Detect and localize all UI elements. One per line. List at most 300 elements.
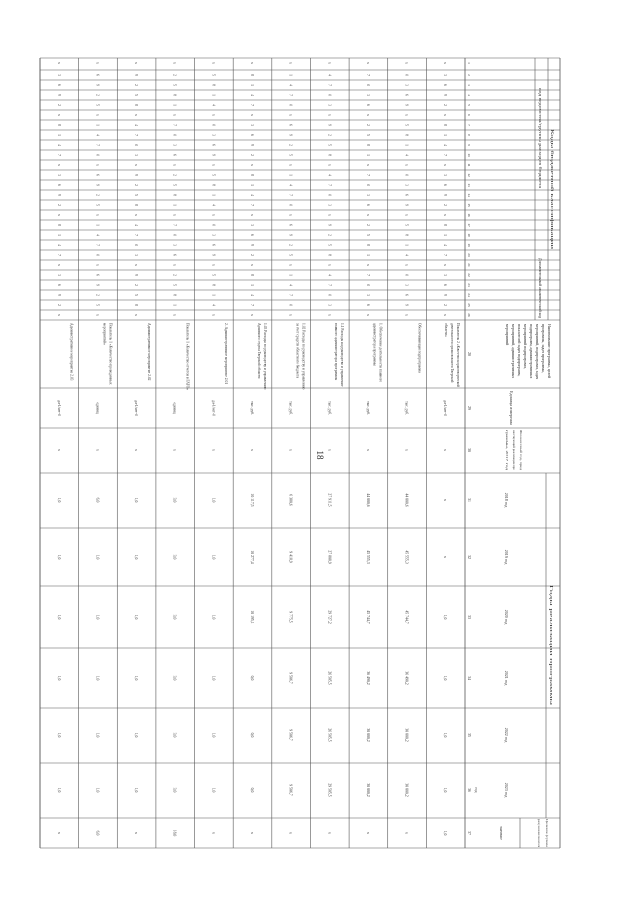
row-value: 1,0 <box>211 614 216 620</box>
code-digit: 7 <box>250 304 254 306</box>
code-digit: 0 <box>288 104 293 106</box>
program-header-line: мероприятий подпрограмм, <box>523 324 527 369</box>
code-digit: 9 <box>443 94 448 96</box>
row-value: 1,0 <box>134 732 139 738</box>
code-digit: 1 <box>288 174 293 176</box>
code-digit: х <box>288 264 293 266</box>
code-digit: 6 <box>443 184 448 186</box>
code-digit: х <box>288 214 293 216</box>
code-digit: 1 <box>443 234 448 236</box>
code-digit: х <box>404 164 409 166</box>
row-value: 1,0 <box>134 497 139 503</box>
year-header: 2021 год <box>504 670 509 686</box>
code-digit: 8 <box>56 224 61 226</box>
row-value: 10 117,5 <box>250 493 254 507</box>
code-digit: 6 <box>56 84 61 86</box>
row-target: х <box>134 832 139 834</box>
row-value: 1,0 <box>56 732 61 738</box>
code-digit: 0 <box>95 254 100 256</box>
code-digit: х <box>250 214 254 216</box>
code-digit: 7 <box>250 204 254 206</box>
code-digit: 9 <box>404 304 409 306</box>
code-digit: 6 <box>443 84 448 86</box>
code-digit: 1 <box>404 144 409 146</box>
row-value: 26 505,5 <box>327 728 332 742</box>
code-digit: 1 <box>443 134 448 136</box>
code-digit: х <box>365 314 370 316</box>
code-digit: 9 <box>443 194 448 196</box>
code-digit: 3 <box>443 174 448 176</box>
code-digit: 0 <box>404 174 409 176</box>
row-value: 0,0 <box>250 732 254 738</box>
code-digit: 9 <box>288 134 293 136</box>
code-digit: х <box>211 314 216 316</box>
code-digit: 6 <box>404 194 409 196</box>
col-number: 33 <box>467 615 471 619</box>
row-base: х <box>404 449 409 451</box>
code-digit: 1 <box>95 124 100 126</box>
code-digit: 8 <box>365 244 370 246</box>
row-value: 29 727,2 <box>327 610 332 624</box>
code-digit: х <box>95 114 100 116</box>
col-number: 19 <box>467 243 471 247</box>
code-digit: 4 <box>95 134 100 136</box>
code-digit: 0 <box>404 74 409 76</box>
code-digit: 6 <box>95 174 100 176</box>
row-value: 30 000,2 <box>365 783 370 797</box>
code-digit: 3 <box>327 204 332 206</box>
code-digit: 5 <box>134 94 139 96</box>
code-digit: 7 <box>327 284 332 286</box>
code-digit: 3 <box>250 224 254 226</box>
row-name: мероприятий» <box>102 323 107 345</box>
code-digit: 4 <box>250 294 254 296</box>
code-digit: 4 <box>250 94 254 96</box>
row-value: 9 506,7 <box>288 729 293 741</box>
code-digit: 7 <box>365 174 370 176</box>
col-number: 28 <box>467 352 471 356</box>
row-unit: да-1/нет-0 <box>443 400 448 416</box>
row-value: 10 277,4 <box>250 550 254 564</box>
code-digit: 3 <box>56 174 61 176</box>
code-digit: х <box>56 62 61 64</box>
year-header: 2023 год <box>504 782 509 798</box>
row-name: 1.02 Расходы по руководству и управлению <box>301 323 306 390</box>
code-digit: 9 <box>327 124 332 126</box>
code-digit: х <box>211 164 216 166</box>
code-digit: 9 <box>56 294 61 296</box>
codes-title: Коды бюджетной классификации <box>550 129 555 193</box>
code-digit: 6 <box>288 124 293 126</box>
code-digit: 9 <box>56 94 61 96</box>
col-number: 34 <box>467 676 471 680</box>
code-digit: х <box>250 114 254 116</box>
code-digit: х <box>250 314 254 316</box>
row-value: 36 490,2 <box>365 671 370 685</box>
code-digit: х <box>211 264 216 266</box>
code-digit: 5 <box>327 244 332 246</box>
code-digit: 2 <box>134 184 139 186</box>
row-target: 6,0 <box>95 830 100 836</box>
col-number: 23 <box>467 283 471 287</box>
code-digit: 9 <box>404 204 409 206</box>
row-value: 45 744,7 <box>365 610 370 624</box>
code-digit: 8 <box>404 234 409 236</box>
col-number: 32 <box>467 555 471 559</box>
code-digit: 7 <box>327 84 332 86</box>
code-digit: х <box>443 314 448 316</box>
row-value: 1,0 <box>134 614 139 620</box>
code-digit: 5 <box>327 144 332 146</box>
col-number: 25 <box>467 303 471 307</box>
code-digit: 7 <box>288 194 293 196</box>
code-digit: х <box>172 214 177 216</box>
code-digit: х <box>443 264 448 266</box>
code-digit: 4 <box>134 124 139 126</box>
code-digit: 1 <box>288 74 293 76</box>
code-digit: 6 <box>404 294 409 296</box>
finance-header: Финансовый год, пред <box>519 430 523 464</box>
code-digit: 3 <box>56 74 61 76</box>
code-digit: х <box>404 62 409 64</box>
code-digit: х <box>172 114 177 116</box>
code-digit: х <box>404 114 409 116</box>
col-number: 29 <box>467 406 471 410</box>
code-digit: х <box>134 114 139 116</box>
code-digit: 9 <box>95 184 100 186</box>
code-digit: 1 <box>211 294 216 296</box>
code-digit: 9 <box>211 254 216 256</box>
code-digit: 1 <box>365 254 370 256</box>
code-digit: 3 <box>56 274 61 276</box>
code-digit: 3 <box>172 244 177 246</box>
code-digit: х <box>404 214 409 216</box>
row-unit: единиц <box>95 402 100 414</box>
code-digit: х <box>327 164 332 166</box>
row-value: 30 000,2 <box>404 728 409 742</box>
code-digit: 1 <box>365 154 370 156</box>
row-value: 1,0 <box>56 787 61 793</box>
code-digit: 4 <box>56 144 61 146</box>
row-value: 36 490,2 <box>404 671 409 685</box>
row-name: Показатель 1 «Количество отчетов в ГАТО» <box>185 323 190 391</box>
code-digit: 8 <box>250 274 254 276</box>
code-digit: 4 <box>288 184 293 186</box>
code-digit: 1 <box>56 234 61 236</box>
code-digit: 6 <box>211 244 216 246</box>
row-name: деятельности органов власти Тверской <box>450 323 454 383</box>
code-digit: 2 <box>134 284 139 286</box>
row-target: х <box>288 832 293 834</box>
code-digit: х <box>327 62 332 64</box>
code-digit: 2 <box>172 274 177 276</box>
program-header-line: Наименование программы, целей <box>547 324 551 379</box>
row-base: х <box>250 449 254 451</box>
code-digit: 5 <box>365 234 370 236</box>
row-target: х <box>365 832 370 834</box>
code-digit: 7 <box>443 254 448 256</box>
code-digit: 1 <box>288 274 293 276</box>
row-name: 1.03 Расходы по руководству и управлению <box>262 323 267 390</box>
code-digit: х <box>288 62 293 64</box>
code-digit: 7 <box>327 184 332 186</box>
code-digit: 4 <box>211 204 216 206</box>
code-digit: 2 <box>288 244 293 246</box>
col-number: 7 <box>467 124 471 126</box>
code-digit: х <box>172 62 177 64</box>
code-digit: 7 <box>365 274 370 276</box>
code-digit: 2 <box>443 204 448 206</box>
code-digit: 2 <box>56 304 61 306</box>
code-digit: 9 <box>250 244 254 246</box>
code-digit: 9 <box>134 74 139 76</box>
row-value: 1,0 <box>211 497 216 503</box>
code-digit: 0 <box>288 204 293 206</box>
code-digit: 4 <box>95 234 100 236</box>
row-value: 44 000,6 <box>404 493 409 507</box>
row-unit: да-1/нет-0 <box>134 400 139 416</box>
code-digit: 8 <box>172 294 177 296</box>
code-digit: 0 <box>327 94 332 96</box>
col-number: 24 <box>467 293 471 297</box>
code-digit: 7 <box>250 104 254 106</box>
code-digit: 7 <box>95 144 100 146</box>
code-digit: х <box>365 164 370 166</box>
code-digit: 9 <box>288 234 293 236</box>
code-digit: х <box>443 62 448 64</box>
row-value: 10 195,1 <box>250 610 254 624</box>
code-digit: 3 <box>134 154 139 156</box>
code-digit: 5 <box>404 124 409 126</box>
code-digit: 2 <box>250 254 254 256</box>
col-number: 37 <box>467 831 471 835</box>
code-digit: х <box>327 264 332 266</box>
activity-title: Дополнительный аналитический код <box>538 258 543 321</box>
code-digit: 8 <box>134 304 139 306</box>
code-digit: 3 <box>327 104 332 106</box>
row-value: х <box>443 556 448 558</box>
row-value: 1,0 <box>56 675 61 681</box>
row-value: 30 000,2 <box>365 728 370 742</box>
code-digit: 3 <box>211 234 216 236</box>
col-number: 15 <box>467 203 471 207</box>
row-target: х <box>404 832 409 834</box>
row-name: за счет средств областного бюджета <box>295 323 300 379</box>
code-digit: 2 <box>172 74 177 76</box>
code-digit: 6 <box>56 284 61 286</box>
code-digit: 1 <box>250 184 254 186</box>
code-digit: 1 <box>172 204 177 206</box>
code-digit: 4 <box>327 174 332 176</box>
code-digit: 3 <box>404 184 409 186</box>
col-number: 4 <box>467 94 471 96</box>
code-digit: 1 <box>56 134 61 136</box>
col-number: 3 <box>467 84 471 86</box>
code-digit: х <box>172 164 177 166</box>
col-number: 1 <box>467 62 471 64</box>
code-digit: 4 <box>404 254 409 256</box>
code-digit: х <box>56 314 61 316</box>
unit-header: Единица измерения <box>509 391 513 423</box>
row-name: 2. Административное мероприятие 2.01 <box>224 323 229 385</box>
code-digit: х <box>134 314 139 316</box>
code-digit: х <box>327 114 332 116</box>
code-digit: 0 <box>211 224 216 226</box>
code-digit: 4 <box>327 274 332 276</box>
code-digit: 3 <box>365 294 370 296</box>
col-number: 14 <box>467 193 471 197</box>
code-digit: 6 <box>365 104 370 106</box>
code-digit: 2 <box>56 104 61 106</box>
row-value: 0,0 <box>250 675 254 681</box>
code-digit: 8 <box>211 184 216 186</box>
code-digit: х <box>250 62 254 64</box>
year-header: 2022 год <box>504 727 509 743</box>
program-header-line: мероприятий, административных <box>511 324 515 379</box>
code-digit: 8 <box>211 284 216 286</box>
code-digit: 5 <box>211 274 216 276</box>
code-digit: 5 <box>211 74 216 76</box>
row-unit: тыс. руб. <box>250 401 254 415</box>
row-value: 1,0 <box>95 675 100 681</box>
row-name: Показатель 2 «Качество нормотворческой <box>456 323 460 388</box>
code-digit: 2 <box>134 84 139 86</box>
col-number: 30 <box>467 448 471 452</box>
col-number: 26 <box>467 313 471 317</box>
code-digit: 4 <box>327 74 332 76</box>
code-digit: 6 <box>404 94 409 96</box>
row-value: 3,0 <box>172 554 177 560</box>
row-value: 9 506,7 <box>288 784 293 796</box>
col-number: 13 <box>467 183 471 187</box>
code-digit: х <box>288 164 293 166</box>
code-digit: 0 <box>172 134 177 136</box>
row-value: 1,0 <box>134 554 139 560</box>
code-digit: х <box>211 214 216 216</box>
code-digit: 1 <box>95 224 100 226</box>
code-digit: 6 <box>56 184 61 186</box>
code-digit: 8 <box>404 134 409 136</box>
code-digit: 3 <box>443 274 448 276</box>
row-value: 3,0 <box>172 614 177 620</box>
row-value: 3,0 <box>172 787 177 793</box>
row-value: 1,0 <box>95 554 100 560</box>
col-number: 10 <box>467 153 471 157</box>
code-digit: х <box>95 264 100 266</box>
row-value: 3,0 <box>172 675 177 681</box>
code-digit: 9 <box>134 274 139 276</box>
row-target: х <box>250 832 254 834</box>
code-digit: х <box>95 314 100 316</box>
row-value: 1,0 <box>443 675 448 681</box>
code-digit: 9 <box>443 294 448 296</box>
col-number: 8 <box>467 134 471 136</box>
code-digit: 8 <box>365 144 370 146</box>
row-name: Архивного отдела Тверской области <box>256 323 261 379</box>
row-unit: тыс. руб. <box>404 401 409 415</box>
years-title: Годы реализации программы <box>549 585 554 641</box>
code-digit: 5 <box>95 204 100 206</box>
row-value: х <box>443 499 448 501</box>
code-digit: 0 <box>327 194 332 196</box>
code-digit: 4 <box>250 194 254 196</box>
code-digit: х <box>95 164 100 166</box>
code-digit: 8 <box>172 194 177 196</box>
code-digit: 7 <box>56 154 61 156</box>
code-digit: 0 <box>327 294 332 296</box>
code-digit: 6 <box>250 234 254 236</box>
code-digit: 3 <box>327 304 332 306</box>
col-number: 18 <box>467 233 471 237</box>
code-digit: х <box>288 314 293 316</box>
code-digit: 8 <box>134 104 139 106</box>
code-digit: х <box>56 114 61 116</box>
code-digit: 3 <box>172 144 177 146</box>
row-value: 6,0 <box>95 497 100 503</box>
code-digit: 8 <box>211 84 216 86</box>
row-name: Административное мероприятие 2.02 <box>146 323 151 381</box>
code-digit: 8 <box>172 94 177 96</box>
row-base: х <box>288 449 293 451</box>
code-digit: 0 <box>365 184 370 186</box>
code-digit: х <box>250 164 254 166</box>
code-digit: 4 <box>443 244 448 246</box>
row-value: 1,0 <box>443 732 448 738</box>
code-digit: 1 <box>211 194 216 196</box>
row-unit: да-1/нет-0 <box>211 400 216 416</box>
code-digit: 8 <box>443 224 448 226</box>
code-digit: 0 <box>172 234 177 236</box>
code-digit: 9 <box>56 194 61 196</box>
code-digit: 5 <box>95 304 100 306</box>
code-digit: 0 <box>134 244 139 246</box>
code-digit: 0 <box>404 274 409 276</box>
row-target: х <box>56 832 61 834</box>
code-digit: х <box>95 214 100 216</box>
code-digit: 5 <box>404 224 409 226</box>
code-digit: 7 <box>56 254 61 256</box>
col-number: 9 <box>467 144 471 146</box>
code-digit: 7 <box>365 74 370 76</box>
code-digit: 6 <box>250 134 254 136</box>
row-unit: да-1/нет-0 <box>56 400 61 416</box>
code-digit: 2 <box>288 144 293 146</box>
program-header-line: мероприятий <box>505 324 509 346</box>
finance-header: граммы, 2017 год <box>505 430 509 456</box>
row-value: 1,0 <box>56 497 61 503</box>
row-name: Обеспечивающая подпрограмма <box>417 323 422 373</box>
row-base: х <box>95 449 100 451</box>
code-digit: 4 <box>443 144 448 146</box>
row-name: области» <box>444 323 448 337</box>
row-value: 1,0 <box>443 787 448 793</box>
code-digit: 3 <box>404 284 409 286</box>
program-header-line: подпрограмм, административных <box>529 324 533 379</box>
col-number: 31 <box>467 498 471 502</box>
col-number: 35 <box>467 733 471 737</box>
row-value: 9 418,9 <box>288 551 293 563</box>
code-digit: 4 <box>211 304 216 306</box>
code-digit: 5 <box>172 184 177 186</box>
code-digit: 3 <box>404 84 409 86</box>
target-header: Целевое (сумма <box>545 819 549 842</box>
code-digit: 5 <box>172 84 177 86</box>
code-digit: х <box>365 264 370 266</box>
year-header: 2020 год <box>504 609 509 625</box>
code-digit: х <box>172 264 177 266</box>
code-digit: х <box>365 62 370 64</box>
col-number: 22 <box>467 273 471 277</box>
